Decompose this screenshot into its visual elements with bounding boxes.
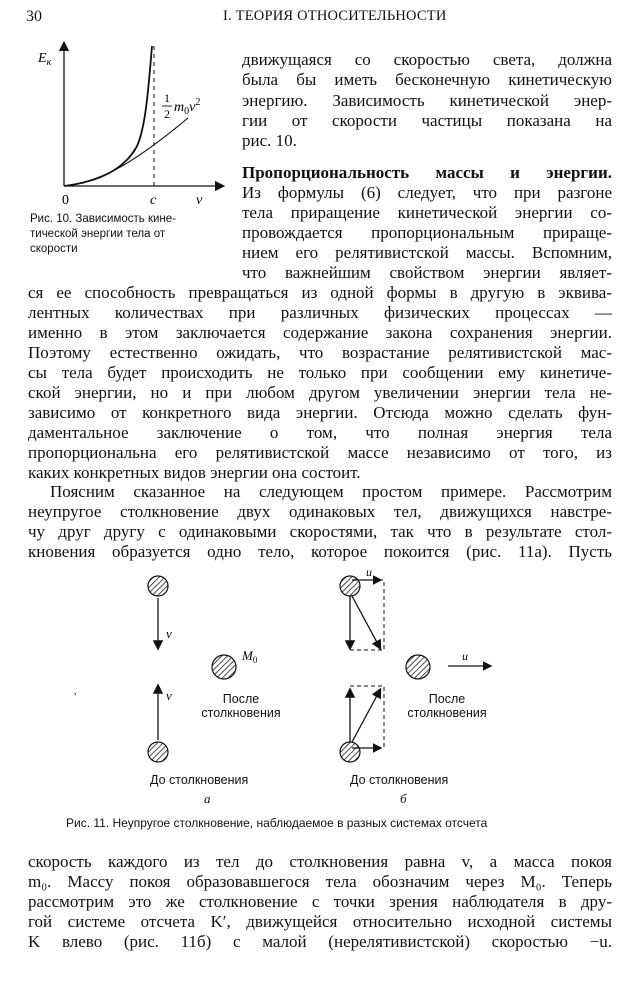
text-line: именно в этом заключается содержание закона сохранения энергии. [28, 323, 612, 342]
fig11a-v-bottom: v [166, 688, 172, 703]
page-number: 30 [26, 8, 42, 25]
fig10-relativistic-curve [64, 46, 152, 186]
fig10-v-label: v [196, 193, 203, 208]
text-line: лентных количествах при различных физических процессах — [28, 303, 612, 322]
fig11a-before-label: До столкновения [150, 773, 249, 787]
text-line: даментальное заключение о том, что полная энергия тела [28, 423, 612, 442]
text-line: неупругое столкновение двух одинаковых тел, движущихся навстре- [28, 502, 612, 521]
fig10-origin: 0 [62, 193, 69, 208]
text-line: каких конкретных видов энергии она состоит. [28, 463, 361, 482]
fig11b-u-top: u [366, 565, 372, 579]
fig11a-sub-label: а [204, 791, 211, 806]
text-line: чу друг другу с одинаковыми скоростями, так что в результате стол- [28, 522, 612, 541]
fig11b-before-label: До столкновения [350, 773, 449, 787]
fig11b-sub-label: б [400, 791, 407, 806]
text-line: ся ее способность превращаться из одной формы в другую в эквива- [28, 283, 612, 302]
fig11a-m0-label: $M_0$ [242, 648, 258, 665]
fig11-caption: Рис. 11. Неупругое столкновение, наблюдаемое в разных системах отсчета [66, 816, 488, 830]
text-line: K влево (рис. 11б) с малой (нерелятивистской) скоростью −u. [28, 932, 612, 951]
fig11b-bottom-result-arrow [352, 690, 380, 742]
fig11a-bottom-ball [148, 742, 168, 762]
text-line: m₀. Массу покоя образовавшегося тела обозначим через M₀. Теперь [28, 872, 612, 891]
text-line: Поэтому естественно ожидать, что возрастание релятивистской мас- [28, 343, 612, 362]
text-line: тела приращение кинетической энергии со- [242, 203, 612, 222]
fig10-caption: Рис. 10. Зависимость кине- тической энергии тела от скорости [30, 213, 177, 255]
text-line: была бы иметь бесконечную кинетическую [242, 70, 612, 89]
text-line: скорость каждого из тел до столкновения равна v, а масса покоя [28, 852, 612, 871]
fig10-curve-label: $m_0v^2$ [174, 97, 201, 117]
text-line: ской энергии, но и при любом другом увеличении энергии тела не- [28, 383, 612, 402]
fig11-stray-mark: , [74, 686, 77, 697]
text-line: сы тела будет происходить не только при сообщении ему кинетиче- [28, 363, 612, 382]
text-line: зависимо от конкретного вида энергии. Отсюда можно сделать фун- [28, 403, 612, 422]
fig11a-v-top: v [166, 626, 172, 641]
text-line: что важнейшим свойством энергии являет- [242, 263, 612, 282]
fig10-classical-curve [64, 118, 188, 186]
fig11b-top-ball [340, 576, 360, 596]
fig10-c-label: c [150, 193, 157, 208]
fig10-y-label: $E_к$ [38, 51, 52, 68]
fig10-curve-label-num: 1 [164, 91, 170, 105]
fig11b-u-right: u [462, 649, 468, 663]
section-heading: Пропорциональность массы и энергии. [242, 163, 612, 182]
fig11b-bottom-ball [340, 742, 360, 762]
running-head: I. ТЕОРИЯ ОТНОСИТЕЛЬНОСТИ [223, 8, 447, 24]
fig10-graph [28, 40, 228, 230]
text-line: рис. 10. [242, 131, 297, 150]
text-line: энергию. Зависимость кинетической энер- [242, 91, 612, 110]
text-line: движущаяся со скоростью света, должна [242, 50, 612, 69]
text-line: гой системе отсчета K′, движущейся относительно исходной системы [28, 912, 612, 931]
text-line: гии от скорости частицы показана на [242, 111, 612, 130]
text-line: нием его релятивистской массы. Вспомним, [242, 243, 612, 262]
fig11b-after-label: После столкновения [407, 692, 487, 720]
text-line: пропорциональна его релятивистской массе независимо от того, из [28, 443, 612, 462]
fig10-curve-label-den: 2 [164, 107, 170, 121]
fig11b-top-result-arrow [352, 596, 380, 648]
text-line: провождается пропорциональным прираще- [242, 223, 612, 242]
fig11a-after-label: После столкновения [201, 692, 281, 720]
fig11a-top-ball [148, 576, 168, 596]
fig11a-merged-ball [212, 655, 236, 679]
text-line: Из формулы (6) следует, что при разгоне [242, 183, 612, 202]
fig11b-bottom-dashed-box [350, 686, 384, 748]
fig11-diagram [0, 566, 600, 806]
text-line: Поясним сказанное на следующем простом примере. Рассмотрим [50, 482, 612, 501]
fig11b-merged-ball [406, 655, 430, 679]
text-line: кновения образуется одно тело, которое покоится (рис. 11а). Пусть [28, 542, 612, 561]
text-line: рассмотрим это же столкновение с точки зрения наблюдателя в дру- [28, 892, 612, 911]
